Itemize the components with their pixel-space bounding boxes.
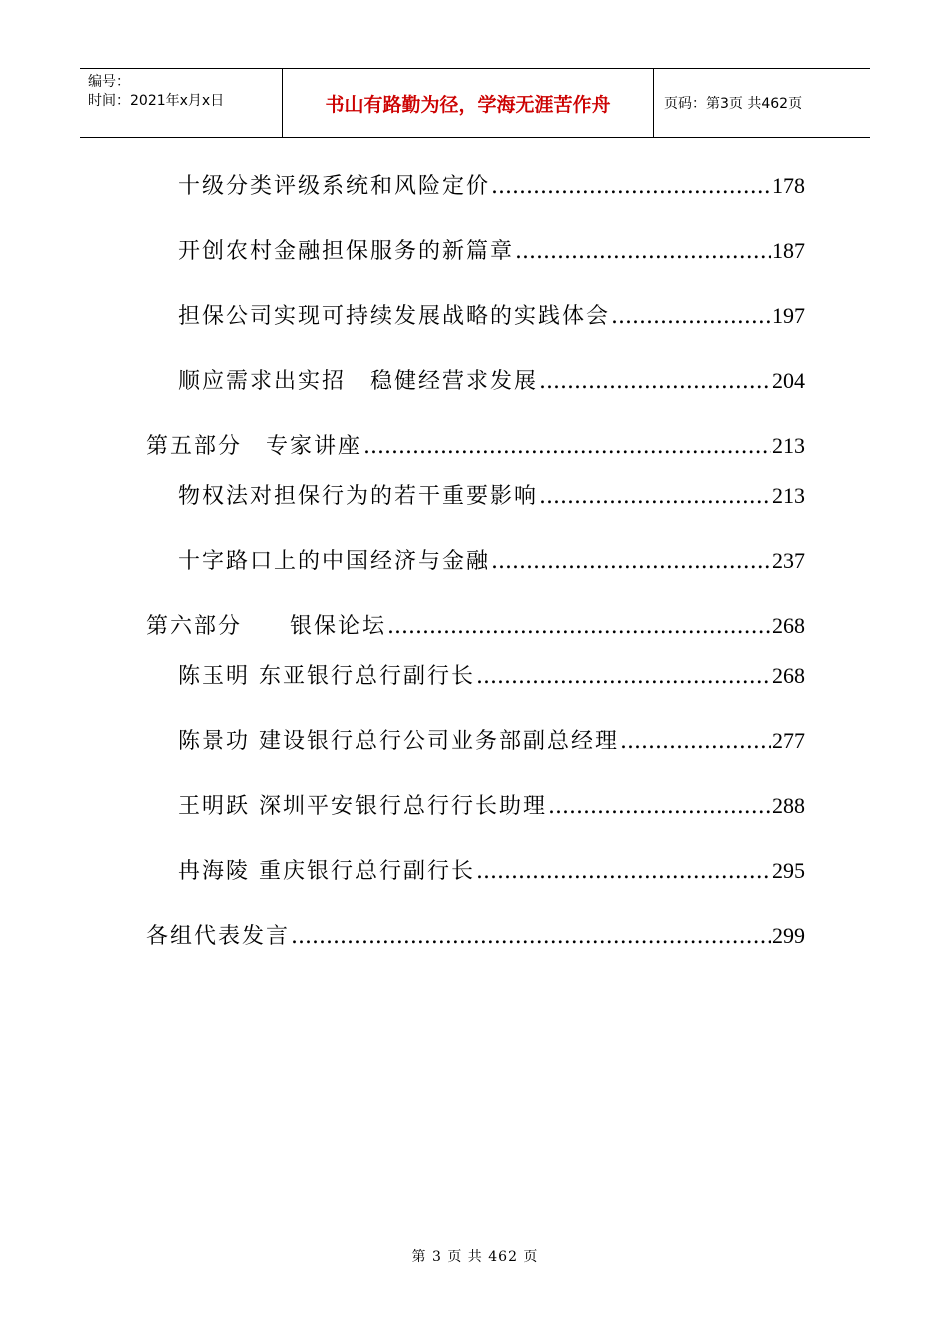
toc-entry[interactable] <box>178 544 805 575</box>
toc-entry-title: 冉海陵 重庆银行总行副行长 <box>178 859 475 884</box>
toc-leader <box>515 239 771 264</box>
toc-entry-title: 陈景功 建设银行总行公司业务部副总经理 <box>178 729 619 754</box>
toc-entry-title: 十级分类评级系统和风险定价 <box>178 174 491 199</box>
toc-entry[interactable] <box>178 364 805 395</box>
toc-entry[interactable] <box>178 234 805 265</box>
toc-leader <box>548 794 771 819</box>
toc-entry[interactable] <box>178 854 805 885</box>
page-footer: 第 3 页 共 462 页 <box>411 1249 539 1265</box>
toc-entry-title: 顺应需求出实招 稳健经营求发展 <box>178 369 539 394</box>
toc-leader <box>620 729 771 754</box>
toc-entry[interactable] <box>178 299 805 330</box>
toc-entry-page: 288 <box>772 793 805 818</box>
toc-entry-page: 295 <box>772 858 805 883</box>
toc-entry-title: 各组代表发言 <box>146 924 291 949</box>
toc-entry-page: 277 <box>772 728 805 753</box>
toc-leader <box>387 614 771 639</box>
toc-section-entry[interactable] <box>146 919 805 950</box>
toc-entry-title: 物权法对担保行为的若干重要影响 <box>178 484 539 509</box>
toc-entry-page: 213 <box>772 433 805 458</box>
toc-entry-page: 213 <box>772 483 805 508</box>
toc-leader <box>611 304 771 329</box>
toc-entry-title: 陈玉明 东亚银行总行副行长 <box>178 664 475 689</box>
toc-entry-title: 王明跃 深圳平安银行总行行长助理 <box>178 794 547 819</box>
toc-entry[interactable] <box>178 724 805 755</box>
toc-entry-page: 178 <box>772 173 805 198</box>
toc-leader <box>291 924 771 949</box>
toc-entry-page: 237 <box>772 548 805 573</box>
time-label: 时间：2021年x月x日 <box>88 93 225 109</box>
toc-leader <box>476 859 771 884</box>
toc-leader <box>363 434 771 459</box>
toc-entry-page: 268 <box>772 663 805 688</box>
toc-leader <box>491 549 771 574</box>
toc-leader <box>539 484 771 509</box>
header-motto: 书山有路勤为径，学海无涯苦作舟 <box>282 69 654 137</box>
toc-entry-page: 187 <box>772 238 805 263</box>
toc-leader <box>539 369 771 394</box>
toc-entry-page: 204 <box>772 368 805 393</box>
toc-section-entry[interactable] <box>146 429 805 460</box>
toc-section-entry[interactable] <box>146 609 805 640</box>
toc-entry[interactable] <box>178 659 805 690</box>
toc-entry-page: 268 <box>772 613 805 638</box>
toc-entry[interactable] <box>178 169 805 200</box>
toc-entry-title: 担保公司实现可持续发展战略的实践体会 <box>178 304 611 329</box>
toc-entry[interactable] <box>178 789 805 820</box>
header-meta <box>80 69 282 137</box>
toc-leader <box>491 174 771 199</box>
toc-entry-title: 十字路口上的中国经济与金融 <box>178 549 491 574</box>
toc-entry-title: 第六部分 银保论坛 <box>146 614 387 639</box>
toc-entry[interactable] <box>178 479 805 510</box>
page-header <box>80 68 870 138</box>
toc-entry-page: 299 <box>772 923 805 948</box>
toc-entry-page: 197 <box>772 303 805 328</box>
toc-entry-title: 开创农村金融担保服务的新篇章 <box>178 239 515 264</box>
header-page-info: 页码：第3页 共462页 <box>664 96 803 112</box>
toc-leader <box>476 664 771 689</box>
toc-entry-title: 第五部分 专家讲座 <box>146 434 363 459</box>
number-label: 编号： <box>88 74 130 90</box>
